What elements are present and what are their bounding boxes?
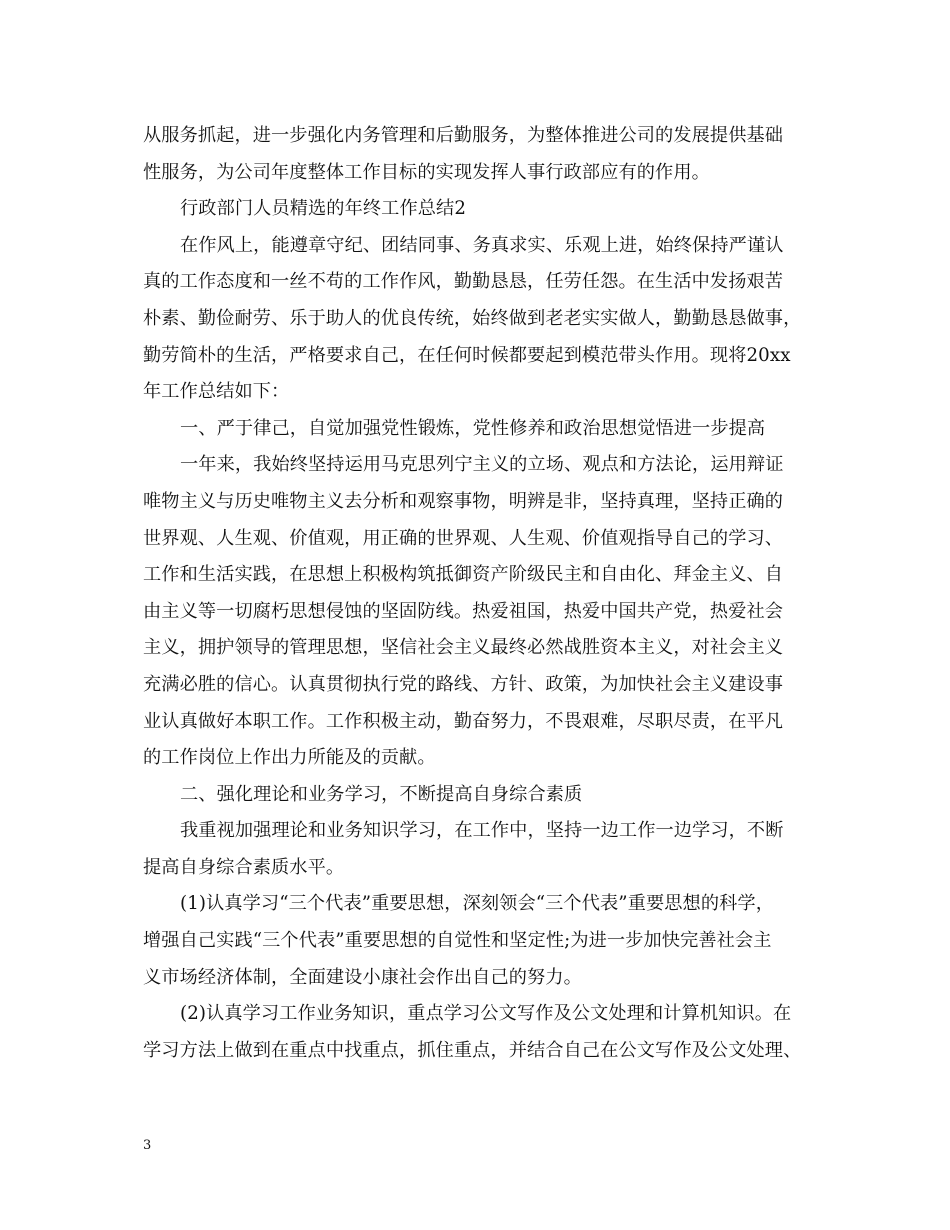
text-line: 由主义等一切腐朽思想侵蚀的坚固防线。热爱祖国，热爱中国共产党，热爱社会 [143, 600, 784, 622]
text-line: 增强自己实践“三个代表”重要思想的自觉性和坚定性;为进一步加快完善社会主 [143, 930, 772, 952]
paragraph [143, 886, 808, 996]
text-line: 充满必胜的信心。认真贯彻执行党的路线、方针、政策，为加快社会主义建设事 [143, 673, 784, 695]
paragraph [143, 447, 808, 776]
text-line: 我重视加强理论和业务知识学习，在工作中，坚持一边工作一边学习，不断 [180, 820, 784, 842]
text-line: 主义，拥护领导的管理思想，坚信社会主义最终必然战胜资本主义，对社会主义 [143, 637, 784, 659]
text-line: 一年来，我始终坚持运用马克思列宁主义的立场、观点和方法论，运用辩证 [180, 454, 784, 476]
text-line: (2)认真学习工作业务知识，重点学习公文写作及公文处理和计算机知识。在 [180, 1003, 792, 1025]
text-line: 唯物主义与历史唯物主义去分析和观察事物，明辨是非，坚持真理，坚持正确的 [143, 490, 784, 512]
text-line: 世界观、人生观、价值观，用正确的世界观、人生观、价值观指导自己的学习、 [143, 527, 784, 549]
paragraph [143, 118, 808, 191]
text-line: 在作风上，能遵章守纪、团结同事、务真求实、乐观上进，始终保持严谨认 [180, 234, 784, 256]
text-line: 工作和生活实践，在思想上积极构筑抵御资产阶级民主和自由化、拜金主义、自 [143, 564, 784, 586]
paragraph [143, 996, 808, 1069]
text-line: 行政部门人员精选的年终工作总结2 [180, 198, 466, 220]
paragraph [143, 411, 808, 448]
text-line: 勤劳简朴的生活，严格要求自己，在任何时候都要起到模范带头作用。现将20xx [143, 344, 791, 366]
page-number: 3 [143, 1138, 152, 1153]
text-line: 年工作总结如下： [143, 381, 290, 403]
paragraph [143, 777, 808, 814]
document-body [143, 118, 808, 1069]
text-line: 提高自身综合素质水平。 [143, 856, 345, 878]
text-line: 一、严于律己，自觉加强党性锻炼，党性修养和政治思想觉悟进一步提高 [180, 417, 766, 439]
paragraph [143, 813, 808, 886]
text-line: 真的工作态度和一丝不苟的工作作风，勤勤恳恳，任劳任怨。在生活中发扬艰苦 [143, 271, 784, 293]
text-line: 学习方法上做到在重点中找重点，抓住重点，并结合自己在公文写作及公文处理、 [143, 1039, 802, 1061]
text-line: 朴素、勤俭耐劳、乐于助人的优良传统，始终做到老老实实做人，勤勤恳恳做事， [143, 307, 802, 329]
paragraph [143, 191, 808, 228]
text-line: 业认真做好本职工作。工作积极主动，勤奋努力，不畏艰难，尽职尽责，在平凡 [143, 710, 784, 732]
text-line: 性服务，为公司年度整体工作目标的实现发挥人事行政部应有的作用。 [143, 161, 710, 183]
text-line: 二、强化理论和业务学习，不断提高自身综合素质 [180, 783, 583, 805]
paragraph [143, 228, 808, 411]
text-line: (1)认真学习“三个代表”重要思想，深刻领会“三个代表”重要思想的科学， [180, 893, 774, 915]
text-line: 从服务抓起，进一步强化内务管理和后勤服务，为整体推进公司的发展提供基础 [143, 125, 784, 146]
text-line: 的工作岗位上作出力所能及的贡献。 [143, 747, 436, 769]
text-line: 义市场经济体制，全面建设小康社会作出自己的努力。 [143, 966, 582, 988]
